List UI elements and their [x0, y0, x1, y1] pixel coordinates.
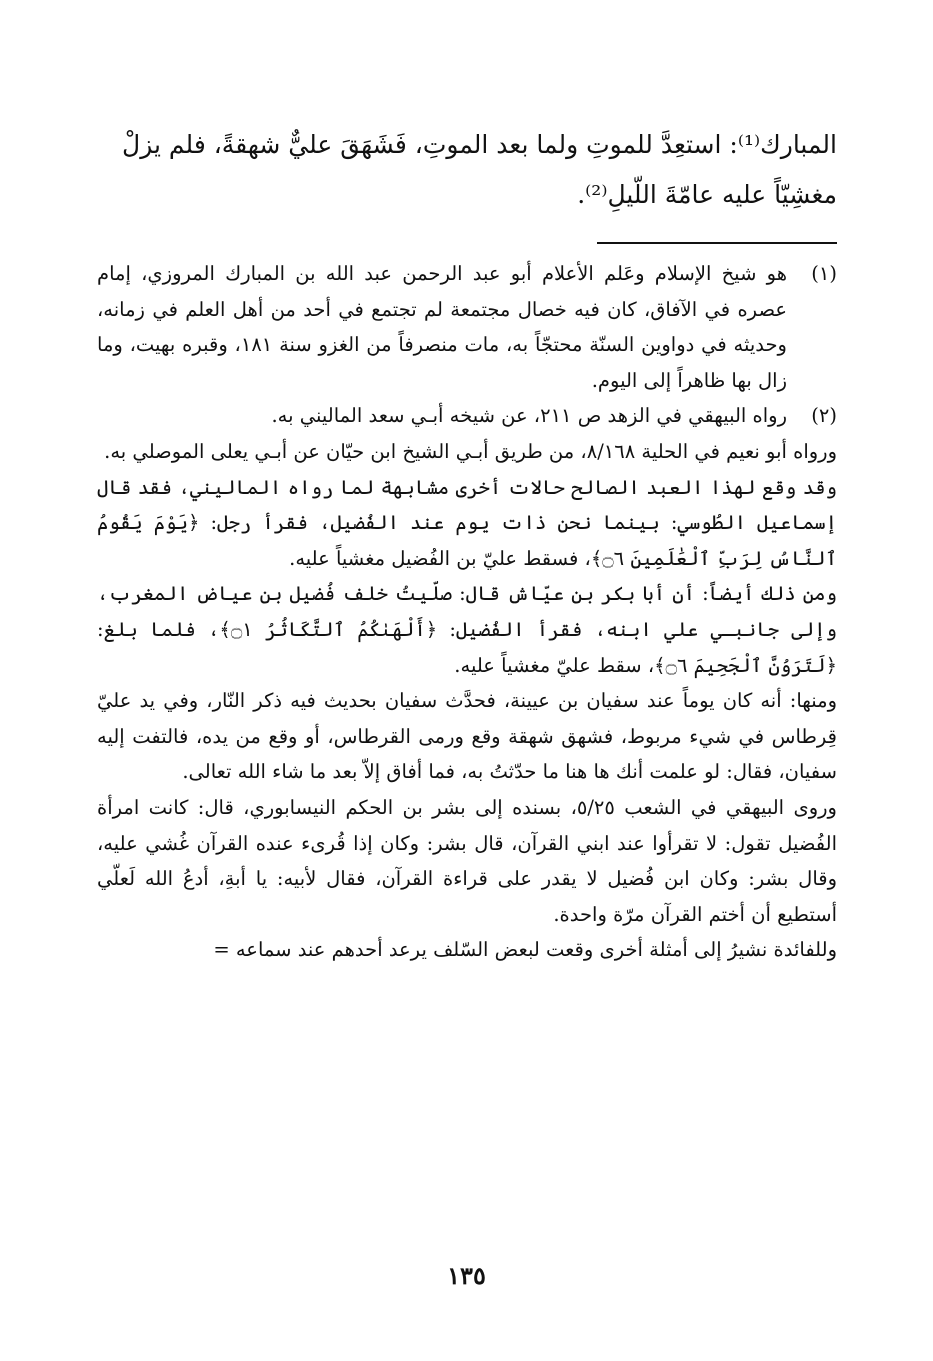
footnote-paragraph: ومنها: أنه كان يوماً عند سفيان بن عيينة، فحدَّث سفيان بحديث فيه ذكر النّار، وفي يد عليّ قِرطاس في شيء مربوط، فشهق شهقة وقع ورمى القرطاس، أو وقع من يده، فالتفت إليه سفيان، فقال: لو علمت أنك ها هنا ما حدّثتُ به، فما أفاق إلاّ بعد ما شاء الله تعالى. [97, 689, 837, 784]
footnote-separator [597, 242, 837, 244]
footnote-number: (٢) [811, 404, 837, 428]
footnote-1 [97, 256, 837, 398]
main-text-line: مغشِيّاً عليه عامّةَ اللّيلِ⁽²⁾. [577, 180, 837, 209]
footnotes [97, 256, 837, 968]
footnote-paragraph: وقد وقع لهذا العبد الصالح حالات أخرى مشابهة لما رواه الماليني، فقد قال إسماعيل الطُوسي: بينما نحن ذات يوم عند الفُضيل، فقرأ رجل: ﴿يَوْمَ يَقُومُ ٱلنَّاسُ لِرَبِّ ٱلْعَٰلَمِينَ ۝٦﴾، فسقط عليّ بن الفُضيل مغشياً عليه. [97, 475, 837, 570]
footnote-number: (١) [811, 262, 837, 285]
footnote-text: هو شيخ الإسلام وعَلم الأعلام أبو عبد الرحمن عبد الله بن المبارك المروزي، إمام عصره في الآفاق، كان فيه خصال مجتمعة لم تجتمع في أحد من أهل العلم في زمانه، وحديثه في دواوين السنّة محتجّاً به، مات منصرفاً من الغزو سنة ١٨١، وقبره بهيت، وما زال بها ظاهراً إلى اليوم. [97, 262, 787, 392]
main-text-line: المبارك⁽¹⁾: استعِدَّ للموتِ ولما بعد الموتِ، فَشَهَقَ عليٌّ شهقةً، فلم يزلْ [122, 130, 837, 159]
footnote-2 [97, 398, 837, 434]
footnote-paragraph: ومن ذلك أيضاً: أن أبا بكر بن عيّاش قال: صلّيتُ خلف فُضيل بن عياض المغرب، وإلى جانبـي علي ابنه، فقرأ الفُضيل: ﴿أَلْهَىٰكُمُ ٱلتَّكَاثُرُ ۝١﴾، فلما بلغ: ﴿لَتَرَوُنَّ ٱلْجَحِيمَ ۝٦﴾، سقط عليّ مغشياً عليه. [97, 582, 837, 677]
footnote-paragraph: وروى البيهقي في الشعب ٥/٢٥، بسنده إلى بشر بن الحكم النيسابوري، قال: كانت امرأة الفُضيل تقول: لا تقرأوا عند ابني القرآن، قال بشر: وكان إذا قُرىء عنده القرآن غُشي عليه، وقال بشر: وكان ابن فُضيل لا يقدر على قراءة القرآن، فقال لأبيه: يا أبةِ، أدعُ الله لَعلّي أستطيع أن أختم القرآن مرّة واحدة. [97, 795, 837, 926]
footnote-paragraph: وللفائدة نشيرُ إلى أمثلة أخرى وقعت لبعض السّلف يرعد أحدهم عند سماعه = [213, 938, 837, 962]
main-text [97, 120, 837, 220]
footnote-paragraph: ورواه أبو نعيم في الحلية ٨/١٦٨، من طريق أبـي الشيخ ابن حيّان عن أبـي يعلى الموصلي به. [104, 439, 837, 463]
page-number: ١٣٥ [447, 1261, 486, 1290]
footnote-text: رواه البيهقي في الزهد ص ٢١١، عن شيخه أبـي سعد الماليني به. [271, 404, 787, 428]
